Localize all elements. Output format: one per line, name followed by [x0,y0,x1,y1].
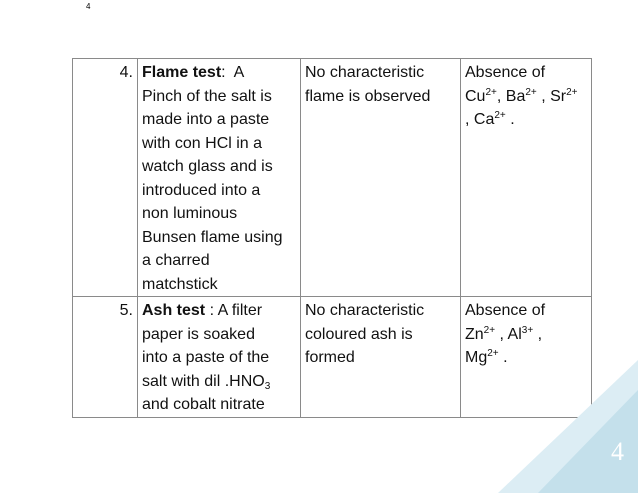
experiment-line: a charred [142,252,210,269]
ion-charge: 3+ [521,324,534,336]
ion-separator: , [536,87,546,105]
experiment-line: made into a paste [142,111,270,128]
ion-symbol: Zn [465,325,484,343]
ion-charge: 2+ [487,348,499,359]
ion-charge: 2+ [494,110,506,121]
observation-line: No characteristic [305,302,425,319]
table-row [73,59,592,297]
experiment-line: non luminous [142,205,238,222]
observation-line: formed [305,349,355,366]
experiment-line: Pinch of the salt is [142,87,272,105]
observation-cell [301,297,461,418]
experiment-line: and cobalt nitrate [142,396,265,413]
experiment-separator: : [221,64,226,81]
ion-separator: . [505,111,515,128]
experiment-line: paper is soaked [142,325,255,343]
observation-line: flame is observed [305,87,431,105]
experiment-line: with con HCl in a [142,134,263,152]
experiment-line: introduced into a [142,181,261,199]
experiment-line: Bunsen flame using [142,228,283,246]
ion-symbol: Ba [505,87,526,105]
experiment-line: A filter [217,302,263,319]
serial-number: 4. [73,59,138,297]
experiment-line: A [233,64,245,81]
hno3-subscript: 3 [264,380,271,392]
observation-line: coloured ash is [305,325,413,343]
ion-separator: , [533,325,543,343]
ion-symbol: Cu [465,87,486,105]
experiment-cell [138,297,301,418]
ion-separator: , [495,325,504,343]
ion-symbol: Al [507,325,522,343]
ion-symbol: Ca [473,111,495,128]
experiment-cell [138,59,301,297]
corner-decoration [498,360,638,493]
experiment-line: into a paste of the [142,349,270,366]
ion-charge: 2+ [566,86,578,98]
ion-separator: , [496,87,502,105]
ion-symbol: Sr [550,87,567,105]
ion-charge: 2+ [485,86,497,98]
experiment-title: Ash test [142,302,206,319]
serial-number: 5. [73,297,138,418]
ion-charge: 2+ [525,86,537,98]
inference-prefix: Absence of [465,302,546,319]
experiment-separator: : [209,302,215,319]
ion-charge: 2+ [483,324,496,336]
header-page-marker: 4 [86,2,91,11]
inference-prefix: Absence of [465,64,546,81]
experiment-title: Flame test [142,64,222,81]
experiment-line: salt with dil .HNO [142,372,265,390]
ion-separator: , [465,111,470,128]
ion-symbol: Mg [465,349,488,366]
experiment-line: watch glass and is [142,158,273,175]
ion-separator: . [498,349,508,366]
observation-line: No characteristic [305,64,425,81]
page-number: 4 [611,437,624,466]
inference-cell [461,59,592,297]
observation-cell [301,59,461,297]
experiment-line: matchstick [142,275,218,293]
